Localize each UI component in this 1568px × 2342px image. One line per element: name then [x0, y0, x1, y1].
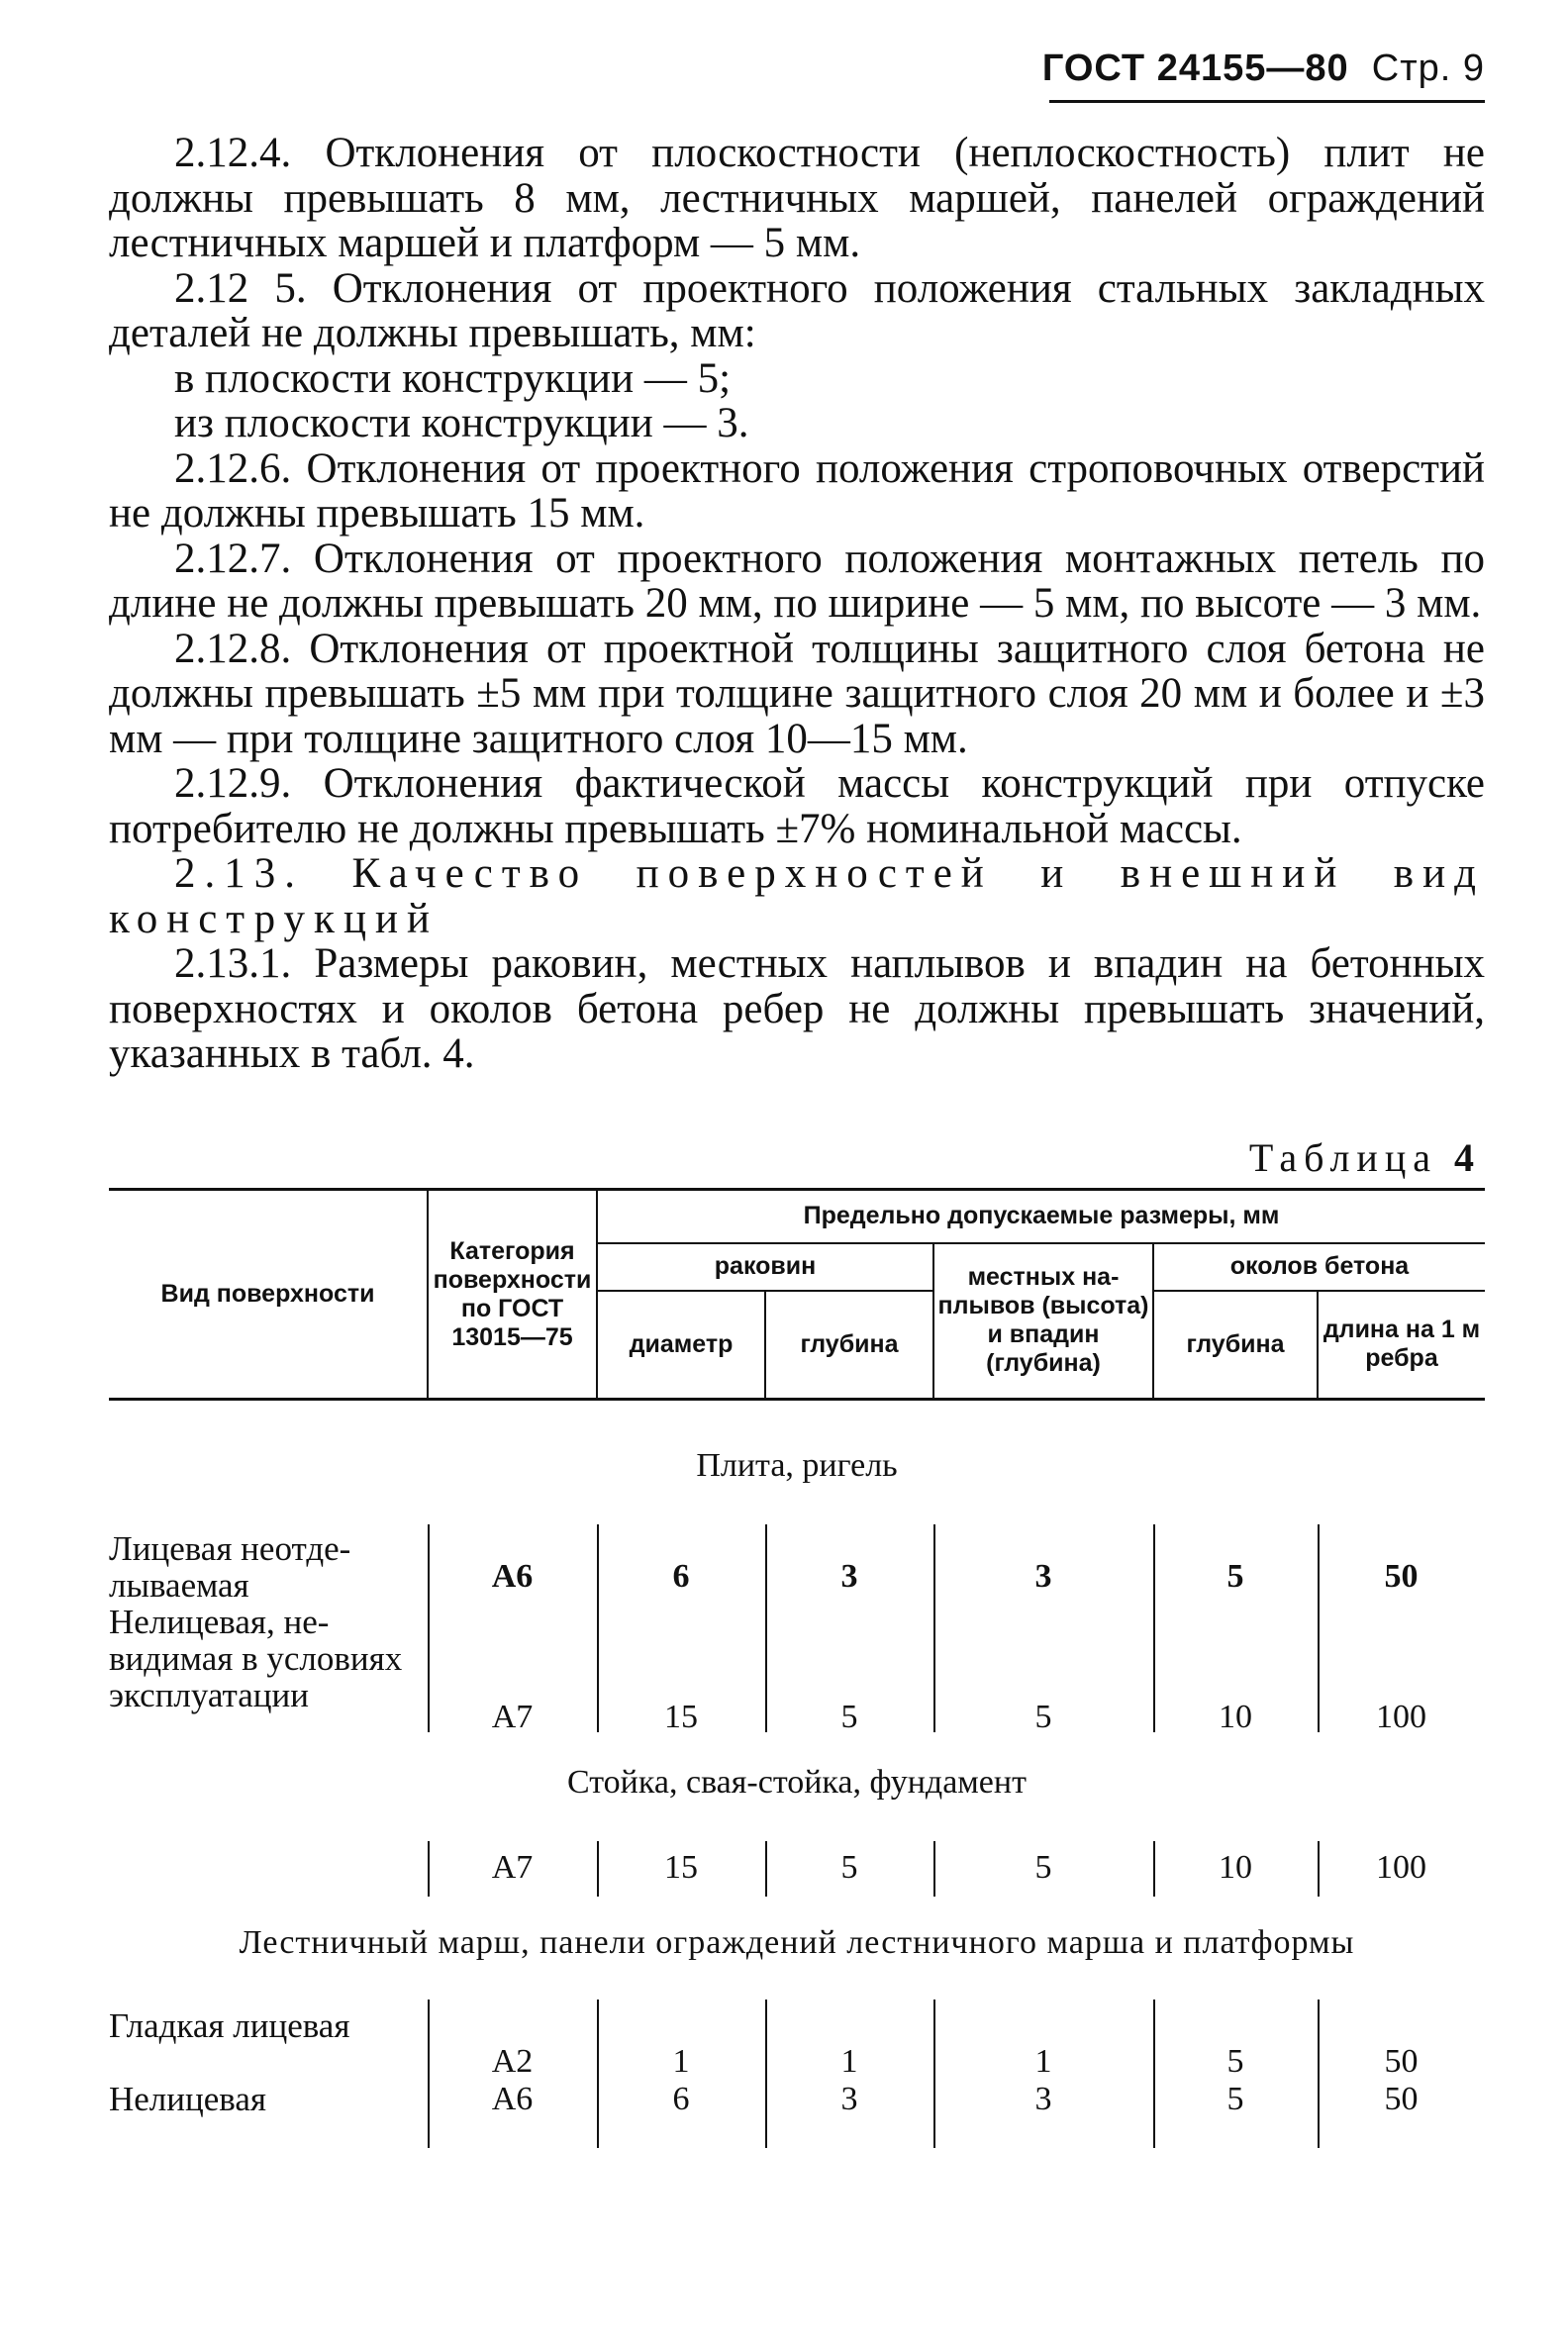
cell-swells: 3: [1034, 2081, 1052, 2117]
document-code: ГОСТ 24155—80: [1041, 48, 1349, 89]
header-chip-length: длина на 1 м ребра: [1318, 1291, 1485, 1400]
header-chips: околов бетона: [1153, 1243, 1485, 1291]
row-name-nonfacing-stairs: Нелицевая: [109, 2080, 266, 2118]
paragraph-2-13-1: 2.13.1. Размеры раковин, местных наплывов и впадин на бетонных поверхностях и околов бетона ребер не должны превышать значений, указанных в табл. 4.: [109, 940, 1485, 1077]
row-name-smooth-facing: Гладкая лицевая: [109, 2006, 350, 2045]
cell-swells: 3: [1034, 1558, 1052, 1595]
section-title-slab: Плита, ригель: [696, 1447, 898, 1484]
cell-chip-depth: 5: [1226, 2043, 1244, 2080]
table-label-number: 4: [1454, 1135, 1481, 1180]
header-category: Категория поверхности по ГОСТ 13015—75: [428, 1190, 597, 1400]
cell-cavity-diameter: 15: [664, 1699, 698, 1735]
page-number: Стр. 9: [1371, 48, 1485, 89]
row-name-nonfacing: Нелицевая, невидимая в условиях эксплуатации: [109, 1603, 403, 1714]
section-heading-2-13: [109, 851, 1485, 941]
document-body: [109, 131, 1485, 1077]
paragraph-2-12-5-item-1: в плоскости конструкции — 5;: [174, 354, 732, 402]
cell-cavity-depth: 5: [840, 1849, 858, 1886]
section-number: 2.13.: [174, 850, 304, 897]
header-chip-depth: глубина: [1153, 1291, 1318, 1400]
header-rule: [1049, 100, 1485, 103]
cell-chip-depth: 10: [1219, 1849, 1252, 1886]
cell-category: А7: [491, 1849, 534, 1886]
cell-cavity-diameter: 15: [664, 1849, 698, 1886]
cell-swells: 1: [1034, 2043, 1052, 2080]
paragraph-2-12-4: 2.12.4. Отклонения от плоскостности (неплоскостность) плит не должны превышать 8 мм, лестничных маршей, панелей ограждений лестничных маршей и платформ — 5 мм.: [109, 130, 1485, 266]
cell-swells: 5: [1034, 1699, 1052, 1735]
section-title-stairs: Лестничный марш, панели ограждений лестничного марша и платформы: [239, 1924, 1355, 1961]
header-swells: местных наплывов (высота) и впадин (глубина): [933, 1243, 1153, 1400]
paragraph-2-12-7: 2.12.7. Отклонения от проектного положения монтажных петель по длине не должны превышать 20 мм, по ширине — 5 мм, по высоте — 3 мм.: [109, 535, 1485, 627]
paragraph-2-12-5-item-2: из плоскости конструкции — 3.: [174, 400, 749, 446]
cell-category: А6: [491, 1558, 534, 1595]
cell-category: А7: [491, 1699, 534, 1735]
header-limits: Предельно допускаемые размеры, мм: [597, 1190, 1485, 1243]
cell-cavity-diameter: 6: [672, 2081, 690, 2117]
header-cavity-depth: глубина: [765, 1291, 933, 1400]
table-label: [1249, 1134, 1481, 1181]
cell-cavity-diameter: 1: [672, 2043, 690, 2080]
paragraph-2-12-6: 2.12.6. Отклонения от проектного положения строповочных отверстий не должны превышать 15 мм.: [109, 444, 1485, 537]
header-surface: Вид поверхности: [109, 1190, 428, 1400]
cell-cavity-depth: 5: [840, 1699, 858, 1735]
cell-cavity-depth: 1: [840, 2043, 858, 2080]
cell-chip-depth: 10: [1219, 1699, 1252, 1735]
cell-category: А6: [491, 2081, 534, 2117]
section-title: Качество поверхностей и внешний вид конструкций: [109, 850, 1485, 942]
section-title-column: Стойка, свая-стойка, фундамент: [567, 1764, 1027, 1801]
cell-chip-length: 50: [1384, 1558, 1419, 1595]
cell-cavity-diameter: 6: [672, 1558, 690, 1595]
header-cavity-diameter: диаметр: [597, 1291, 765, 1400]
cell-cavity-depth: 3: [840, 2081, 858, 2117]
cell-chip-length: 100: [1376, 1849, 1426, 1886]
paragraph-2-12-9: 2.12.9. Отклонения фактической массы конструкций при отпуске потребителю не должны превышать ±7% номинальной массы.: [109, 760, 1485, 852]
cell-chip-length: 100: [1376, 1699, 1426, 1735]
paragraph-2-12-8: 2.12.8. Отклонения от проектной толщины защитного слоя бетона не должны превышать ±5 мм при толщине защитного слоя 20 мм и более и ±3 мм — при толщине защитного слоя 10—15 мм.: [109, 625, 1485, 762]
cell-cavity-depth: 3: [840, 1558, 858, 1595]
header-cavities: раковин: [597, 1243, 933, 1291]
table-label-word: Таблица: [1248, 1135, 1437, 1180]
cell-chip-length: 50: [1384, 2043, 1419, 2080]
cell-swells: 5: [1034, 1849, 1052, 1886]
cell-chip-depth: 5: [1226, 1558, 1244, 1595]
cell-chip-depth: 5: [1226, 2081, 1244, 2117]
page-header: [1042, 48, 1485, 90]
cell-chip-length: 50: [1384, 2081, 1419, 2117]
row-name-facing: Лицевая неотделываемая: [109, 1529, 351, 1605]
cell-category: А2: [491, 2043, 534, 2080]
paragraph-2-12-5: 2.12 5. Отклонения от проектного положения стальных закладных деталей не должны превышать, мм:: [109, 264, 1485, 356]
table-4-header: [109, 1188, 1485, 1401]
